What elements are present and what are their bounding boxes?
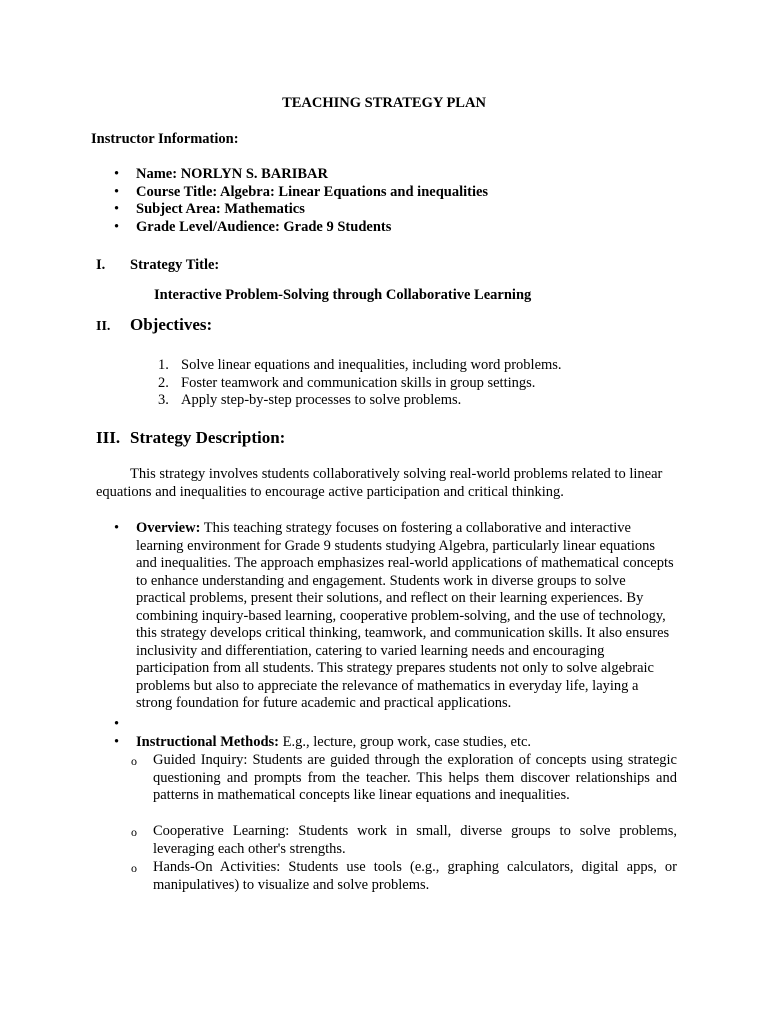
sub-bullet: o [131, 861, 137, 875]
list-item: • Subject Area: Mathematics [114, 201, 305, 217]
section-1-numeral: I. [96, 257, 106, 273]
objectives-list [0, 357, 562, 410]
list-item: • Name: NORLYN S. BARIBAR [114, 166, 329, 182]
method-hands-on: Hands-On Activities: Students use tools (e.g., graphing calculators, digital apps, or manipulatives) to visualize and solve problems. [153, 859, 677, 893]
subject-area: Subject Area: Mathematics [136, 201, 305, 217]
section-1-heading: Strategy Title: [130, 257, 220, 273]
overview-label: Overview: [136, 520, 201, 536]
list-item: • Grade Level/Audience: Grade 9 Students [114, 218, 392, 235]
overview-text: This teaching strategy focuses on fostering a collaborative and interactive learning environment for Grade 9 students studying Algebra, particularly linear equations and inequalities. The approach emphasizes real-world applications of mathematical concepts to enhance understanding and engagement. Students work in diverse groups to solve practical problems, present their solutions, and reflect on their learning experiences. By combining inquiry-based learning, cooperative problem-solving, and the use of technology, this strategy develops critical thinking, teamwork, and communication skills. It also ensures inclusivity and differentiation, catering to varied learning needs and encouraging participation from all students. This strategy prepares students not only to solve algebraic problems but also to appreciate the relevance of mathematics in everyday life, laying a strong foundation for future academic and practical applications. [136, 520, 674, 711]
list-item: 2. Foster teamwork and communication skills in group settings. [158, 374, 536, 391]
section-2-heading: Objectives: [130, 315, 213, 334]
section-2-numeral: II. [96, 319, 111, 334]
methods-line [136, 734, 531, 752]
methods-text: E.g., lecture, group work, case studies, etc. [279, 734, 532, 750]
bullet: • [114, 734, 120, 750]
document-title: TEACHING STRATEGY PLAN [282, 95, 486, 111]
sub-bullet: o [131, 754, 137, 768]
bullet: • [114, 520, 120, 536]
method-cooperative-learning: Cooperative Learning: Students work in small, diverse groups to solve problems, leveraging each other's strengths. [153, 823, 677, 857]
course-title: Course Title: Algebra: Linear Equations and inequalities [136, 183, 489, 200]
grade-level: Grade Level/Audience: Grade 9 Students [136, 218, 392, 235]
method-guided-inquiry: Guided Inquiry: Students are guided through the exploration of concepts using strategic questioning and prompts from the teacher. This helps them discover relationships and patterns in mathematical concepts like linear equations and inequalities. [153, 752, 677, 803]
list-item: • Course Title: Algebra: Linear Equations and inequalities [114, 183, 489, 200]
section-3-heading: Strategy Description: [130, 428, 286, 447]
sub-bullet: o [131, 825, 137, 839]
empty-bullet: • [114, 716, 120, 732]
instructor-list [0, 166, 488, 236]
instructor-heading: Instructor Information: [91, 131, 239, 147]
methods-label: Instructional Methods: [136, 734, 279, 750]
instructor-name: Name: NORLYN S. BARIBAR [136, 166, 329, 182]
list-item: 3. Apply step-by-step processes to solve problems. [158, 392, 462, 408]
overview-block [136, 520, 677, 713]
list-item: 1. Solve linear equations and inequalities, including word problems. [158, 357, 562, 373]
strategy-title: Interactive Problem-Solving through Collaborative Learning [154, 287, 532, 303]
section-3-numeral: III. [96, 428, 121, 447]
strategy-paragraph: This strategy involves students collaboratively solving real-world problems related to linear equations and inequalities to encourage active participation and critical thinking. [96, 466, 663, 500]
